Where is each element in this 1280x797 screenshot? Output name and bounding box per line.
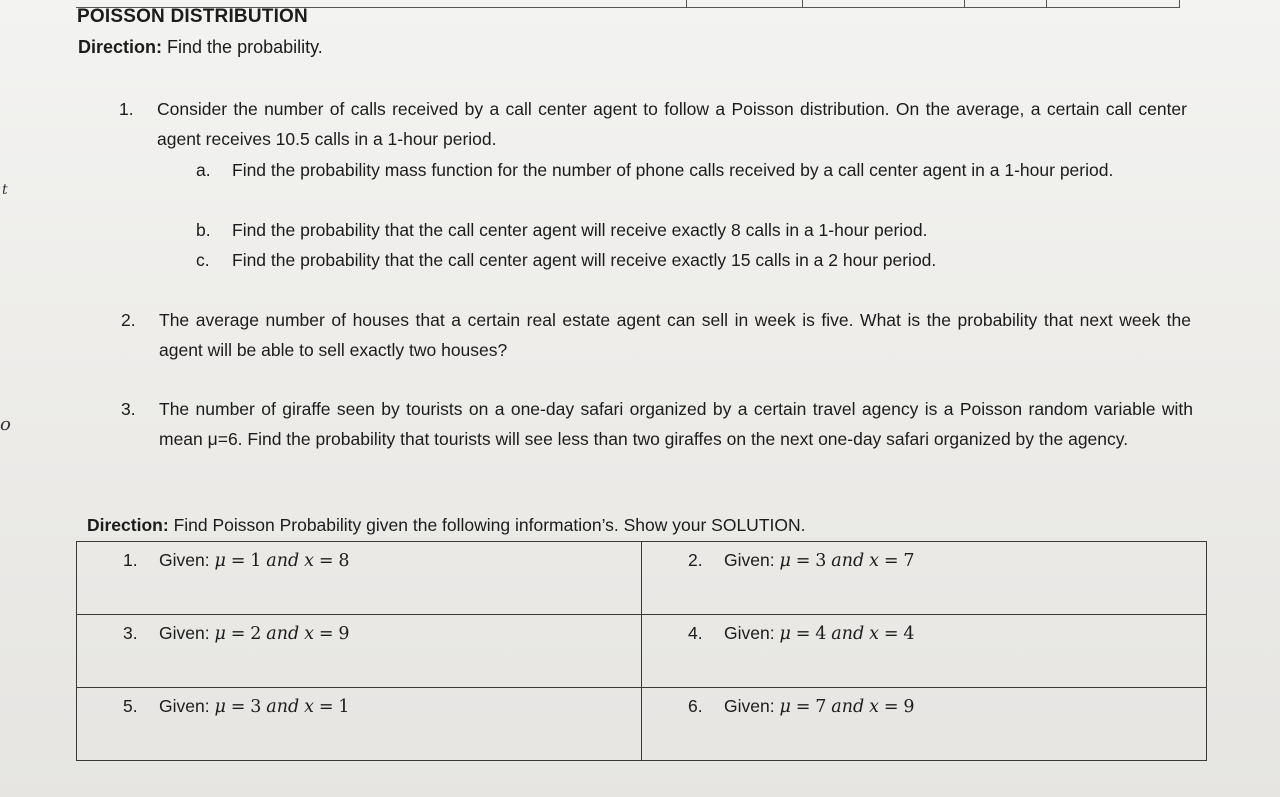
problem-3 (121, 394, 1193, 484)
equals-sign: = (230, 697, 246, 717)
mu-value: 3 (250, 697, 262, 717)
equals-sign: = (883, 697, 899, 717)
problem-text: The number of giraffe seen by tourists on a one-day safari organized by a certain travel agency is a Poisson random variable with mean μ=6. Find the probability that tourists will see less than two giraffes on the next one-day safari organized by the agency. (159, 399, 1193, 449)
problem-2 (121, 305, 1191, 365)
direction-label: Direction: (87, 515, 169, 535)
given-label: Given: (724, 623, 775, 643)
part-letter: a. (196, 160, 211, 180)
worksheet-title: POISSON DISTRIBUTION (77, 6, 308, 27)
equals-sign: = (795, 697, 811, 717)
direction-text: Find the probability. (167, 37, 323, 57)
problem-1 (119, 94, 1187, 154)
given-row (77, 542, 1207, 615)
and-word: and (831, 697, 865, 717)
given-number: 6. (688, 696, 703, 716)
equals-sign: = (318, 551, 334, 571)
and-word: and (831, 551, 865, 571)
direction-text: Find Poisson Probability given the following information’s. Show your SOLUTION. (173, 515, 806, 535)
part-text: Find the probability that the call center agent will receive exactly 8 calls in a 1-hour period. (232, 220, 928, 240)
equals-sign: = (230, 551, 246, 571)
given-expression (159, 623, 350, 644)
problem-1-part-b (196, 215, 1186, 245)
equals-sign: = (230, 624, 246, 644)
x-value: 9 (903, 697, 915, 717)
part-letter: c. (196, 250, 210, 270)
given-label: Given: (159, 696, 210, 716)
x-value: 7 (903, 551, 915, 571)
mu-value: 7 (815, 697, 827, 717)
given-number: 5. (123, 696, 138, 716)
given-number: 3. (123, 623, 138, 643)
given-row (77, 615, 1207, 688)
given-label: Given: (724, 550, 775, 570)
x-symbol: x (869, 697, 879, 717)
given-expression (159, 550, 350, 571)
problem-text: Consider the number of calls received by a call center agent to follow a Poisson distribution. On the average, a certain call center agent receives 10.5 calls in a 1-hour period. (157, 99, 1187, 149)
given-label: Given: (159, 623, 210, 643)
mu-symbol: μ (214, 624, 226, 644)
direction-instruction-1 (78, 37, 323, 58)
mu-symbol: μ (214, 697, 226, 717)
x-value: 9 (338, 624, 350, 644)
given-expression (724, 550, 915, 571)
equals-sign: = (883, 551, 899, 571)
margin-mark-top: t (2, 182, 8, 198)
given-cell-2 (642, 542, 1207, 615)
given-expression (724, 696, 915, 717)
given-label: Given: (724, 696, 775, 716)
problem-number: 2. (121, 310, 136, 330)
equals-sign: = (318, 624, 334, 644)
given-cell-5 (77, 688, 642, 761)
part-text: Find the probability mass function for the number of phone calls received by a call center agent in a 1-hour period. (232, 160, 1114, 180)
and-word: and (266, 551, 300, 571)
margin-mark-middle: o (0, 414, 11, 435)
x-value: 4 (903, 624, 915, 644)
x-value: 8 (338, 551, 350, 571)
given-number: 1. (123, 550, 138, 570)
and-word: and (266, 624, 300, 644)
direction-label: Direction: (78, 37, 163, 57)
problem-number: 3. (121, 399, 136, 419)
given-expression (159, 696, 350, 717)
equals-sign: = (795, 624, 811, 644)
problem-text: The average number of houses that a certain real estate agent can sell in week is five. What is the probability that next week the agent will be able to sell exactly two houses? (159, 310, 1191, 360)
given-expression (724, 623, 915, 644)
equals-sign: = (318, 697, 334, 717)
and-word: and (831, 624, 865, 644)
given-cell-1 (77, 542, 642, 615)
x-symbol: x (304, 624, 314, 644)
x-value: 1 (338, 697, 350, 717)
equals-sign: = (883, 624, 899, 644)
mu-symbol: μ (779, 697, 791, 717)
part-letter: b. (196, 220, 211, 240)
mu-value: 4 (815, 624, 827, 644)
given-cell-4 (642, 615, 1207, 688)
given-cell-6 (642, 688, 1207, 761)
given-number: 4. (688, 623, 703, 643)
part-text: Find the probability that the call center agent will receive exactly 15 calls in a 2 hour period. (232, 250, 937, 270)
mu-value: 2 (250, 624, 262, 644)
mu-symbol: μ (779, 551, 791, 571)
given-table (76, 541, 1207, 761)
equals-sign: = (795, 551, 811, 571)
x-symbol: x (304, 551, 314, 571)
mu-value: 1 (250, 551, 262, 571)
mu-symbol: μ (779, 624, 791, 644)
x-symbol: x (304, 697, 314, 717)
given-label: Given: (159, 550, 210, 570)
direction-instruction-2 (87, 515, 805, 536)
given-number: 2. (688, 550, 703, 570)
x-symbol: x (869, 551, 879, 571)
mu-symbol: μ (214, 551, 226, 571)
problem-1-part-c (196, 245, 1186, 275)
given-cell-3 (77, 615, 642, 688)
mu-value: 3 (815, 551, 827, 571)
x-symbol: x (869, 624, 879, 644)
problem-number: 1. (119, 99, 134, 119)
given-row (77, 688, 1207, 761)
and-word: and (266, 697, 300, 717)
problem-1-part-a (196, 155, 1186, 215)
